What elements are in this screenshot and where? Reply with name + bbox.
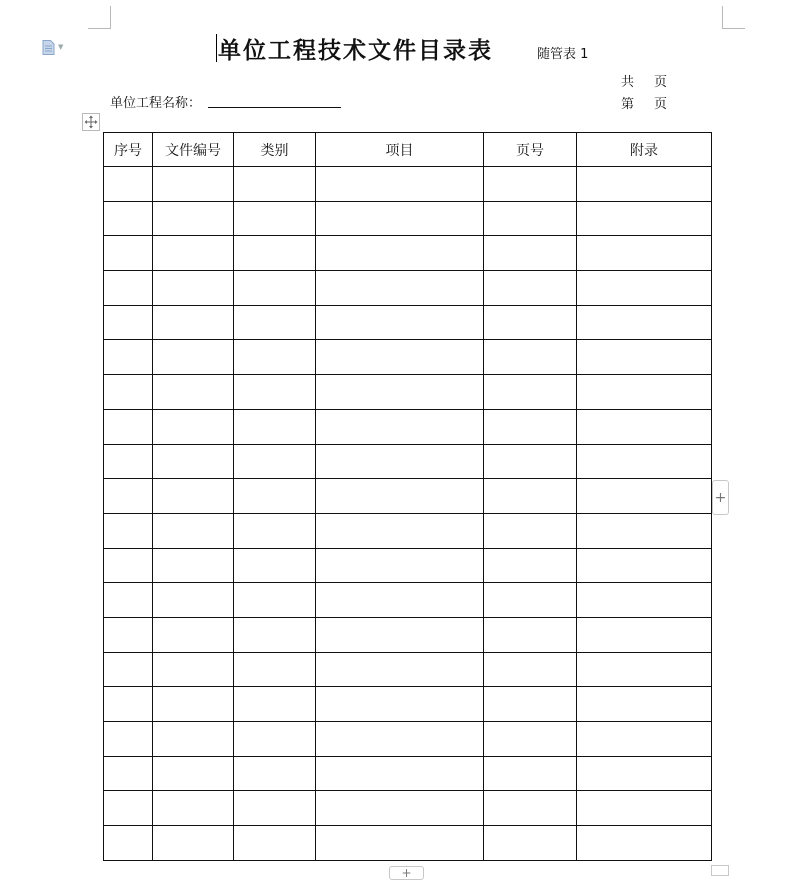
table-cell[interactable]	[234, 375, 316, 410]
table-cell[interactable]	[104, 583, 153, 618]
table-cell[interactable]	[316, 409, 484, 444]
table-cell[interactable]	[316, 548, 484, 583]
table-cell[interactable]	[484, 548, 577, 583]
table-cell[interactable]	[234, 444, 316, 479]
table-cell[interactable]	[104, 513, 153, 548]
table-cell[interactable]	[234, 826, 316, 861]
table-cell[interactable]	[153, 409, 234, 444]
page-total-label: 共	[621, 75, 635, 90]
document-menu-button[interactable]	[42, 38, 70, 56]
table-cell[interactable]	[153, 340, 234, 375]
table-row	[104, 444, 712, 479]
page-corner-top-left	[88, 6, 111, 29]
table-cell[interactable]	[484, 167, 577, 202]
table-row	[104, 340, 712, 375]
table-cell[interactable]	[577, 687, 712, 722]
table-row	[104, 479, 712, 514]
table-cell[interactable]	[234, 722, 316, 757]
table-cell[interactable]	[484, 652, 577, 687]
table-row	[104, 583, 712, 618]
table-row	[104, 236, 712, 271]
table-cell[interactable]	[577, 617, 712, 652]
table-cell[interactable]	[153, 617, 234, 652]
page-total-unit: 页	[654, 75, 668, 90]
table-cell[interactable]	[577, 409, 712, 444]
table-cell[interactable]	[104, 340, 153, 375]
table-row	[104, 652, 712, 687]
page-current-label: 第	[621, 97, 635, 112]
table-cell[interactable]	[104, 167, 153, 202]
table-cell[interactable]	[484, 305, 577, 340]
table-cell[interactable]	[484, 687, 577, 722]
table-cell[interactable]	[316, 340, 484, 375]
table-cell[interactable]	[577, 236, 712, 271]
table-header-row	[104, 133, 712, 167]
table-cell[interactable]	[316, 687, 484, 722]
table-move-handle[interactable]	[82, 113, 100, 131]
table-cell[interactable]	[153, 722, 234, 757]
table-cell[interactable]	[484, 826, 577, 861]
table-cell[interactable]	[577, 652, 712, 687]
column-header[interactable]: 附录	[577, 133, 712, 167]
column-header[interactable]: 项目	[316, 133, 484, 167]
table-cell[interactable]	[104, 444, 153, 479]
table-cell[interactable]	[153, 444, 234, 479]
table-cell[interactable]	[484, 583, 577, 618]
table-cell[interactable]	[577, 826, 712, 861]
table-cell[interactable]	[104, 479, 153, 514]
table-cell[interactable]	[234, 167, 316, 202]
text-cursor	[216, 34, 217, 62]
table-cell[interactable]	[316, 617, 484, 652]
table-cell[interactable]	[153, 687, 234, 722]
appendix-label[interactable]: 随管表 1	[537, 47, 589, 62]
table-row	[104, 791, 712, 826]
add-row-button[interactable]	[389, 866, 424, 880]
table-cell[interactable]	[316, 756, 484, 791]
column-header[interactable]: 页号	[484, 133, 577, 167]
table-cell[interactable]	[484, 271, 577, 306]
table-cell[interactable]	[234, 652, 316, 687]
table-row	[104, 687, 712, 722]
project-name-field[interactable]	[208, 107, 341, 108]
page-total-line[interactable]	[621, 71, 667, 90]
table-cell[interactable]	[153, 513, 234, 548]
table-cell[interactable]	[104, 722, 153, 757]
table-cell[interactable]	[234, 305, 316, 340]
table-cell[interactable]	[104, 652, 153, 687]
table-cell[interactable]	[484, 375, 577, 410]
table-cell[interactable]	[234, 687, 316, 722]
document-icon	[42, 40, 55, 55]
table-cell[interactable]	[316, 513, 484, 548]
table-cell[interactable]	[153, 167, 234, 202]
table-row	[104, 722, 712, 757]
page-current-line[interactable]	[621, 93, 667, 112]
table-cell[interactable]	[316, 167, 484, 202]
column-header[interactable]: 类别	[234, 133, 316, 167]
table-cell[interactable]	[234, 236, 316, 271]
table-cell[interactable]	[316, 652, 484, 687]
table-resize-handle[interactable]	[711, 865, 729, 876]
chevron-down-icon: ▼	[58, 43, 64, 51]
table-cell[interactable]	[577, 167, 712, 202]
table-cell[interactable]	[234, 756, 316, 791]
table-cell[interactable]	[316, 444, 484, 479]
table-cell[interactable]	[153, 652, 234, 687]
table-cell[interactable]	[577, 548, 712, 583]
table-cell[interactable]	[484, 479, 577, 514]
table-cell[interactable]	[316, 791, 484, 826]
table-cell[interactable]	[577, 375, 712, 410]
table-cell[interactable]	[104, 617, 153, 652]
table-cell[interactable]	[153, 583, 234, 618]
table-cell[interactable]	[316, 236, 484, 271]
table-row	[104, 201, 712, 236]
table-cell[interactable]	[484, 236, 577, 271]
table-cell[interactable]	[316, 271, 484, 306]
file-directory-table	[103, 132, 712, 861]
table-cell[interactable]	[104, 548, 153, 583]
plus-icon: +	[401, 866, 412, 880]
table-cell[interactable]	[153, 826, 234, 861]
table-row	[104, 409, 712, 444]
table-cell[interactable]	[153, 305, 234, 340]
table-cell[interactable]	[316, 479, 484, 514]
table-cell[interactable]	[316, 826, 484, 861]
table-cell[interactable]	[577, 444, 712, 479]
table-cell[interactable]	[484, 340, 577, 375]
table-row	[104, 826, 712, 861]
table-cell[interactable]	[577, 791, 712, 826]
table-cell[interactable]	[153, 756, 234, 791]
table-cell[interactable]	[104, 201, 153, 236]
page-corner-top-right	[722, 6, 745, 29]
move-arrows-icon	[84, 115, 98, 129]
table-cell[interactable]	[104, 687, 153, 722]
table-cell[interactable]	[234, 791, 316, 826]
table-row	[104, 548, 712, 583]
table-cell[interactable]	[316, 375, 484, 410]
document-title[interactable]: 单位工程技术文件目录表	[218, 37, 493, 64]
table-cell[interactable]	[234, 583, 316, 618]
table-cell[interactable]	[153, 271, 234, 306]
table-cell[interactable]	[484, 791, 577, 826]
table-row	[104, 756, 712, 791]
table-cell[interactable]	[577, 340, 712, 375]
table-cell[interactable]	[484, 722, 577, 757]
table-cell[interactable]	[153, 791, 234, 826]
table-cell[interactable]	[484, 513, 577, 548]
project-name-label[interactable]: 单位工程名称：	[110, 96, 202, 111]
table-cell[interactable]	[577, 271, 712, 306]
table-cell[interactable]	[153, 548, 234, 583]
column-header[interactable]: 序号	[104, 133, 153, 167]
table-cell[interactable]	[484, 756, 577, 791]
table-cell[interactable]	[104, 756, 153, 791]
table-row	[104, 375, 712, 410]
table-cell[interactable]	[234, 513, 316, 548]
table-cell[interactable]	[577, 722, 712, 757]
table-cell[interactable]	[104, 826, 153, 861]
page-current-unit: 页	[654, 97, 668, 112]
table-cell[interactable]	[234, 201, 316, 236]
table-cell[interactable]	[153, 479, 234, 514]
table-cell[interactable]	[234, 479, 316, 514]
table-row	[104, 617, 712, 652]
table-cell[interactable]	[577, 305, 712, 340]
table-cell[interactable]	[104, 791, 153, 826]
table-cell[interactable]	[153, 201, 234, 236]
table-cell[interactable]	[104, 236, 153, 271]
table-cell[interactable]	[153, 236, 234, 271]
table-cell[interactable]	[234, 271, 316, 306]
table-cell[interactable]	[316, 201, 484, 236]
table-cell[interactable]	[234, 409, 316, 444]
table-cell[interactable]	[316, 305, 484, 340]
table-cell[interactable]	[104, 305, 153, 340]
table-cell[interactable]	[104, 271, 153, 306]
table-cell[interactable]	[577, 756, 712, 791]
add-column-button[interactable]	[712, 480, 729, 515]
table-row	[104, 513, 712, 548]
table-cell[interactable]	[234, 548, 316, 583]
plus-icon: +	[714, 489, 727, 506]
table-row	[104, 305, 712, 340]
table-cell[interactable]	[104, 409, 153, 444]
table-cell[interactable]	[484, 617, 577, 652]
table-row	[104, 271, 712, 306]
table-cell[interactable]	[484, 201, 577, 236]
table-cell[interactable]	[484, 444, 577, 479]
table-cell[interactable]	[104, 375, 153, 410]
table-cell[interactable]	[484, 409, 577, 444]
table-cell[interactable]	[153, 375, 234, 410]
table-cell[interactable]	[234, 617, 316, 652]
table-cell[interactable]	[577, 201, 712, 236]
table-cell[interactable]	[316, 722, 484, 757]
table-row	[104, 167, 712, 202]
column-header[interactable]: 文件编号	[153, 133, 234, 167]
table-cell[interactable]	[577, 583, 712, 618]
table-cell[interactable]	[316, 583, 484, 618]
table-cell[interactable]	[577, 479, 712, 514]
table-cell[interactable]	[234, 340, 316, 375]
table-cell[interactable]	[577, 513, 712, 548]
